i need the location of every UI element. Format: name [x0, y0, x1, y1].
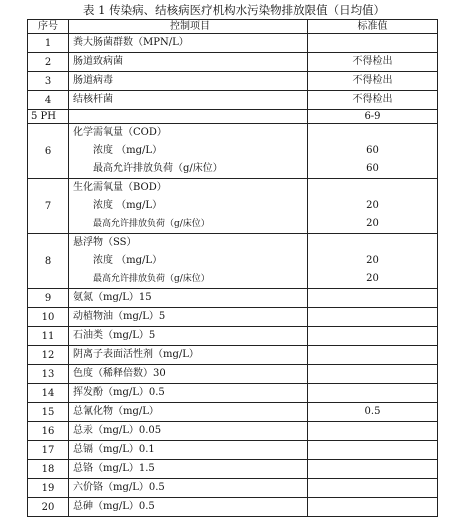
header-no: 序号: [28, 20, 69, 34]
row-number: 19: [28, 479, 69, 498]
table-row: [28, 234, 438, 289]
row-number: 6: [28, 124, 69, 179]
row-number: 12: [28, 346, 69, 365]
row-item: [69, 289, 308, 308]
item-text: 结核杆菌: [73, 94, 113, 105]
emission-limits-table: [27, 19, 438, 517]
row-standard: [308, 422, 438, 441]
item-text: 生化需氧量（BOD）: [73, 182, 167, 193]
row-item: [69, 479, 308, 498]
row-number: 7: [28, 179, 69, 234]
standard-value: [308, 460, 437, 478]
item-text: 肠道病毒: [73, 75, 113, 86]
row-standard: [308, 124, 438, 179]
item-text: 悬浮物（SS）: [73, 237, 137, 248]
standard-value: 20: [366, 218, 379, 229]
row-standard: [308, 234, 438, 289]
table-row: [28, 124, 438, 179]
row-item: [69, 403, 308, 422]
standard-value: 20: [366, 255, 379, 266]
header-std: 标准值: [308, 20, 438, 34]
row-standard: [308, 289, 438, 308]
table-row: [28, 460, 438, 479]
row-number: 16: [28, 422, 69, 441]
sub-item-text: 最高允许排放负荷（g/床位）: [93, 163, 223, 174]
row-item: [69, 365, 308, 384]
item-text: 总汞（mg/L）0.05: [73, 425, 162, 436]
standard-value: [308, 498, 437, 516]
row-number: 17: [28, 441, 69, 460]
row-item: [69, 110, 308, 124]
row-number: 18: [28, 460, 69, 479]
item-text: 总铬（mg/L）1.5: [73, 463, 155, 474]
row-item: [69, 346, 308, 365]
table-row: [28, 327, 438, 346]
table-row: [28, 403, 438, 422]
row-item: [69, 91, 308, 110]
table-row: [28, 179, 438, 234]
standard-value: [308, 289, 437, 307]
standard-value: [308, 34, 437, 52]
standard-value: 不得检出: [352, 56, 393, 67]
item-text: 六价铬（mg/L）0.5: [73, 482, 165, 493]
row-item: [69, 53, 308, 72]
standard-value: [308, 327, 437, 345]
row-standard: [308, 110, 438, 124]
table-row: [28, 346, 438, 365]
row-standard: [308, 384, 438, 403]
sub-item-text: 浓度 （mg/L）: [93, 145, 163, 156]
row-number: 4: [28, 91, 69, 110]
standard-value: [308, 346, 437, 364]
row-item: [69, 308, 308, 327]
sub-item-text: 最高允许排放负荷（g/床位）: [93, 274, 210, 284]
row-item: [69, 441, 308, 460]
row-standard: [308, 365, 438, 384]
row-item: [69, 72, 308, 91]
row-standard: [308, 327, 438, 346]
sub-item-text: 最高允许排放负荷（g/床位）: [93, 219, 210, 229]
row-item: [69, 384, 308, 403]
standard-value: [308, 441, 437, 459]
item-text: 总镉（mg/L）0.1: [73, 444, 155, 455]
standard-value: 不得检出: [352, 94, 393, 105]
row-standard: [308, 72, 438, 91]
row-number: 1: [28, 34, 69, 53]
row-item: [69, 179, 308, 234]
standard-value: 60: [366, 145, 379, 156]
table-body: [28, 34, 438, 517]
row-number: 13: [28, 365, 69, 384]
item-text: 肠道致病菌: [73, 56, 123, 67]
row-number: 5 PH: [28, 110, 69, 124]
row-standard: [308, 308, 438, 327]
table-row: [28, 441, 438, 460]
row-number: 15: [28, 403, 69, 422]
item-text: 阴离子表面活性剂（mg/L）: [73, 349, 199, 360]
row-item: [69, 327, 308, 346]
table-row: [28, 289, 438, 308]
standard-value: [308, 124, 437, 142]
item-text: 粪大肠菌群数（MPN/L）: [73, 37, 189, 48]
row-number: 3: [28, 72, 69, 91]
header-item: 控制项目: [69, 20, 308, 34]
standard-value: [308, 384, 437, 402]
table-row: [28, 34, 438, 53]
sub-item-text: 浓度 （mg/L）: [93, 200, 163, 211]
standard-value: [308, 308, 437, 326]
table-row: [28, 365, 438, 384]
table-row: [28, 110, 438, 124]
item-text: 色度（稀释倍数）30: [73, 368, 166, 379]
standard-value: 不得检出: [352, 75, 393, 86]
row-number: 10: [28, 308, 69, 327]
table-row: [28, 498, 438, 517]
table-row: [28, 479, 438, 498]
row-standard: [308, 479, 438, 498]
row-number: 2: [28, 53, 69, 72]
sub-item-text: 浓度 （mg/L）: [93, 255, 163, 266]
standard-value: [308, 479, 437, 497]
row-item: [69, 498, 308, 517]
table-row: [28, 308, 438, 327]
row-standard: [308, 460, 438, 479]
item-text: 石油类（mg/L）5: [73, 330, 156, 341]
row-standard: [308, 346, 438, 365]
standard-value: 20: [366, 200, 379, 211]
row-number: 14: [28, 384, 69, 403]
standard-value: 20: [366, 273, 379, 284]
table-row: [28, 384, 438, 403]
row-standard: [308, 53, 438, 72]
row-number: 11: [28, 327, 69, 346]
row-number: 9: [28, 289, 69, 308]
standard-value: 6-9: [364, 111, 381, 122]
row-standard: [308, 403, 438, 422]
row-item: [69, 422, 308, 441]
row-number: 20: [28, 498, 69, 517]
item-text: 氨氮（mg/L）15: [73, 292, 152, 303]
item-text: [73, 112, 307, 121]
item-text: 挥发酚（mg/L）0.5: [73, 387, 165, 398]
row-item: [69, 234, 308, 289]
standard-value: [308, 422, 437, 440]
table-row: [28, 53, 438, 72]
table-row: [28, 91, 438, 110]
row-number: 8: [28, 234, 69, 289]
row-standard: [308, 441, 438, 460]
row-standard: [308, 91, 438, 110]
item-text: 总氰化物（mg/L）: [73, 406, 159, 417]
row-standard: [308, 498, 438, 517]
row-item: [69, 460, 308, 479]
standard-value: 0.5: [364, 406, 381, 417]
table-row: [28, 422, 438, 441]
row-item: [69, 34, 308, 53]
table-caption: 表 1 传染病、结核病医疗机构水污染物排放限值（日均值）: [82, 3, 386, 17]
row-item: [69, 124, 308, 179]
standard-value: [308, 179, 437, 197]
item-text: 动植物油（mg/L）5: [73, 311, 166, 322]
row-standard: [308, 179, 438, 234]
standard-value: 60: [366, 163, 379, 174]
item-text: 化学需氧量（COD）: [73, 127, 167, 138]
table-row: [28, 72, 438, 91]
item-text: 总砷（mg/L）0.5: [73, 501, 155, 512]
row-standard: [308, 34, 438, 53]
table-header-row: [28, 20, 438, 34]
standard-value: [308, 365, 437, 383]
standard-value: [308, 234, 437, 252]
